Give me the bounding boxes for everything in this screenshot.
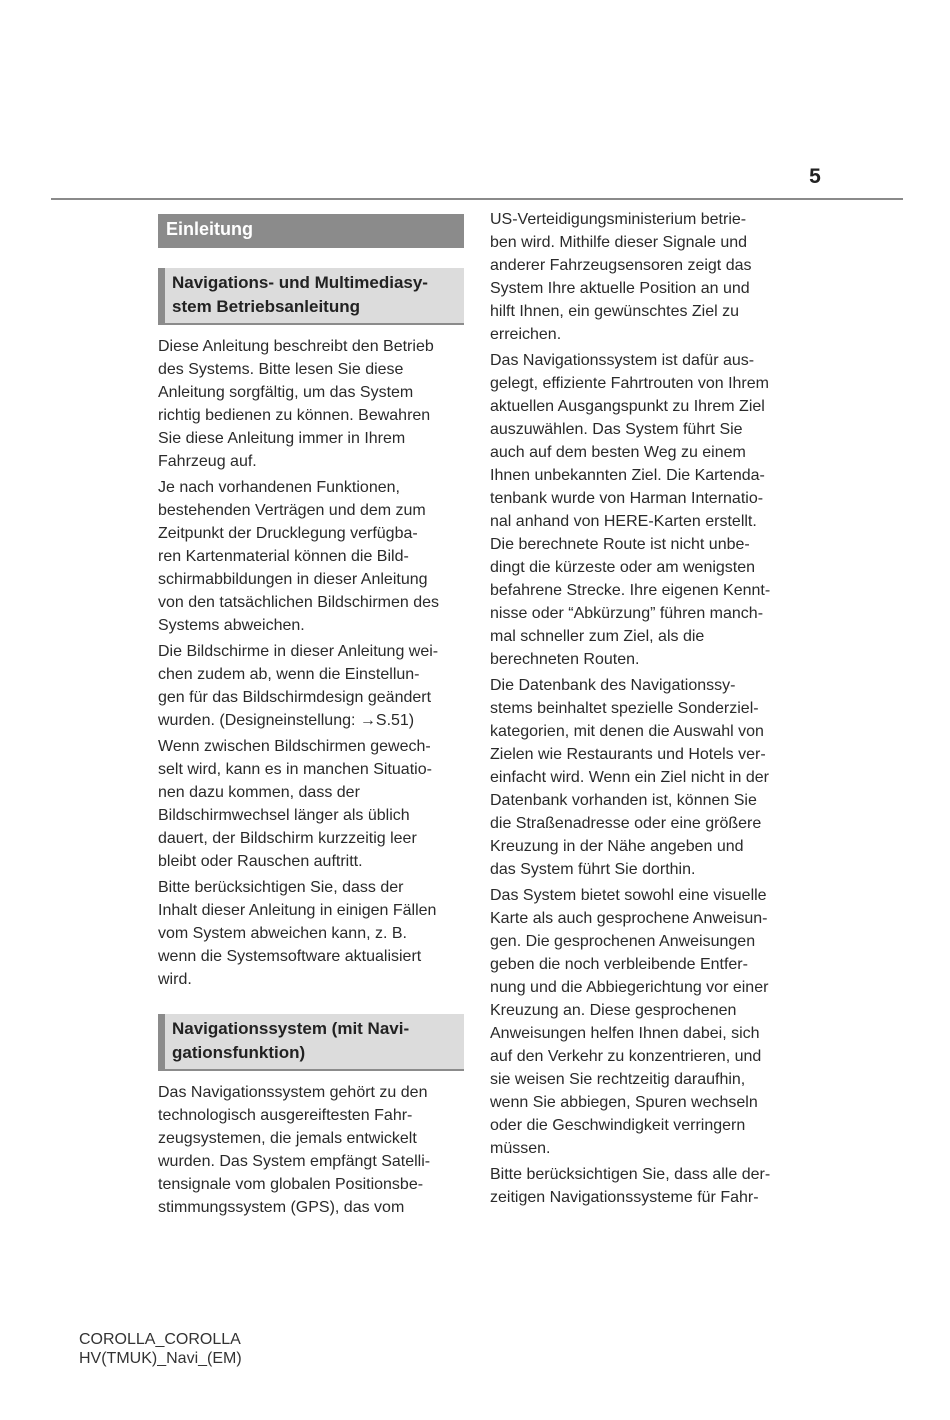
section-title-line: stem Betriebsanleitung (172, 297, 360, 316)
body-paragraph (158, 335, 464, 473)
text-line: Anweisungen helfen Ihnen dabei, sich (490, 1025, 760, 1042)
text-line: berechneten Routen. (490, 651, 640, 668)
text-line: des Systems. Bitte lesen Sie diese (158, 361, 404, 378)
text-line: US-Verteidigungsministerium betrie- (490, 211, 747, 228)
text-line: bleibt oder Rauschen auftritt. (158, 853, 363, 870)
text-line: Das Navigationssystem ist dafür aus- (490, 352, 755, 369)
section-body-navigation (158, 1081, 464, 1219)
chapter-title: Einleitung (158, 214, 464, 248)
body-paragraph (158, 735, 464, 873)
text-line: Die berechnete Route ist nicht unbe- (490, 536, 750, 553)
text-line: auf den Verkehr zu konzentrieren, und (490, 1048, 762, 1065)
text-line: Das System bietet sowohl eine visuelle (490, 887, 767, 904)
text-line: wurden. Das System empfängt Satelli- (158, 1153, 431, 1170)
text-line: Fahrzeug auf. (158, 453, 257, 470)
text-line: kategorien, mit denen die Auswahl von (490, 723, 764, 740)
text-line: nung und die Abbiegerichtung vor einer (490, 979, 769, 996)
text-line: Zeitpunkt der Drucklegung verfügba- (158, 525, 418, 542)
text-line: stems beinhaltet spezielle Sonderziel- (490, 700, 759, 717)
text-line: Kreuzung an. Diese gesprochenen (490, 1002, 737, 1019)
section-title-line: Navigations- und Multimediasy- (172, 273, 428, 292)
section-title (165, 268, 432, 323)
text-line: chen zudem ab, wenn die Einstellun- (158, 666, 420, 683)
body-paragraph (158, 476, 464, 637)
body-paragraph (490, 208, 796, 346)
text-line: Karte als auch gesprochene Anweisun- (490, 910, 768, 927)
body-paragraph (158, 640, 464, 732)
text-line: mal schneller zum Ziel, als die (490, 628, 705, 645)
text-line: selt wird, kann es in manchen Situatio- (158, 761, 432, 778)
text-line: Das Navigationssystem gehört zu den (158, 1084, 428, 1101)
text-line: befahrene Strecke. Ihre eigenen Kennt- (490, 582, 771, 599)
section-title-line: gationsfunktion) (172, 1043, 306, 1062)
text-line: gen. Die gesprochenen Anweisungen (490, 933, 756, 950)
text-line: Sie diese Anleitung immer in Ihrem (158, 430, 406, 447)
text-line: tenbank wurde von Harman Internatio- (490, 490, 764, 507)
text-line: System Ihre aktuelle Position an und (490, 280, 750, 297)
text-line: oder die Geschwindigkeit verringern (490, 1117, 746, 1134)
right-column (490, 208, 796, 1212)
text-line: das System führt Sie dorthin. (490, 861, 696, 878)
text-line: Die Datenbank des Navigationssy- (490, 677, 736, 694)
header-rule (51, 198, 903, 200)
text-line: wurden. (Designeinstellung: →S.51) (158, 712, 415, 729)
text-line: auszuwählen. Das System führt Sie (490, 421, 743, 438)
text-line: Datenbank vorhanden ist, können Sie (490, 792, 757, 809)
text-line: stimmungssystem (GPS), das vom (158, 1199, 405, 1216)
left-column (158, 214, 464, 1222)
text-line: Je nach vorhandenen Funktionen, (158, 479, 400, 496)
text-line: bestehenden Verträgen und dem zum (158, 502, 426, 519)
text-line: Diese Anleitung beschreibt den Betrieb (158, 338, 434, 355)
text-line: gelegt, effiziente Fahrtrouten von Ihrem (490, 375, 769, 392)
text-line: Ihnen unbekannten Ziel. Die Kartenda- (490, 467, 765, 484)
section-title-line: Navigationssystem (mit Navi- (172, 1019, 410, 1038)
text-line: hilft Ihnen, ein gewünschtes Ziel zu (490, 303, 740, 320)
section-title (165, 1014, 413, 1069)
text-line: schirmabbildungen in dieser Anleitung (158, 571, 428, 588)
text-line: technologisch ausgereiftesten Fahr- (158, 1107, 413, 1124)
footer-line: COROLLA_COROLLA (79, 1331, 241, 1348)
text-line: Inhalt dieser Anleitung in einigen Fällen (158, 902, 437, 919)
body-paragraph (490, 349, 796, 671)
section-body-manual (158, 335, 464, 991)
text-line: Bitte berücksichtigen Sie, dass der (158, 879, 404, 896)
text-line: Bitte berücksichtigen Sie, dass alle der- (490, 1166, 771, 1183)
text-line: wenn die Systemsoftware aktualisiert (158, 948, 422, 965)
text-line: vom System abweichen kann, z. B. (158, 925, 407, 942)
section-heading-manual (158, 268, 464, 325)
footer-line: HV(TMUK)_Navi_(EM) (79, 1350, 242, 1367)
footer-doc-id (79, 1330, 242, 1368)
text-line: nen dazu kommen, dass der (158, 784, 360, 801)
text-line: Wenn zwischen Bildschirmen gewech- (158, 738, 431, 755)
body-paragraph (490, 884, 796, 1160)
text-line: dauert, der Bildschirm kurzzeitig leer (158, 830, 417, 847)
text-line: die Straßenadresse oder eine größere (490, 815, 762, 832)
text-line: wird. (158, 971, 192, 988)
text-line: Die Bildschirme in dieser Anleitung wei- (158, 643, 439, 660)
body-paragraph (158, 1081, 464, 1219)
text-line: müssen. (490, 1140, 551, 1157)
right-column-body (490, 208, 796, 1209)
section-marker (158, 1014, 165, 1069)
text-line: ben wird. Mithilfe dieser Signale und (490, 234, 748, 251)
body-paragraph (158, 876, 464, 991)
text-line: einfacht wird. Wenn ein Ziel nicht in der (490, 769, 769, 786)
text-line: Anleitung sorgfältig, um das System (158, 384, 414, 401)
text-line: dingt die kürzeste oder am wenigsten (490, 559, 756, 576)
text-line: zeitigen Navigationssysteme für Fahr- (490, 1189, 759, 1206)
text-line: nal anhand von HERE-Karten erstellt. (490, 513, 757, 530)
text-line: Bildschirmwechsel länger als üblich (158, 807, 410, 824)
text-line: Systems abweichen. (158, 617, 305, 634)
text-line: wenn Sie abbiegen, Spuren wechseln (490, 1094, 758, 1111)
text-line: anderer Fahrzeugsensoren zeigt das (490, 257, 752, 274)
text-line: nisse oder “Abkürzung” führen manch- (490, 605, 764, 622)
text-line: tensignale vom globalen Positionsbe- (158, 1176, 424, 1193)
body-paragraph (490, 1163, 796, 1209)
text-line: ren Kartenmaterial können die Bild- (158, 548, 409, 565)
text-line: geben die noch verbleibende Entfer- (490, 956, 748, 973)
section-heading-navigation (158, 1014, 464, 1071)
text-line: aktuellen Ausgangspunkt zu Ihrem Ziel (490, 398, 765, 415)
text-line: zeugsystemen, die jemals entwickelt (158, 1130, 417, 1147)
text-line: sie weisen Sie rechtzeitig daraufhin, (490, 1071, 746, 1088)
text-line: auch auf dem besten Weg zu einem (490, 444, 746, 461)
text-line: richtig bedienen zu können. Bewahren (158, 407, 431, 424)
text-line: von den tatsächlichen Bildschirmen des (158, 594, 440, 611)
text-line: Kreuzung in der Nähe angeben und (490, 838, 744, 855)
body-paragraph (490, 674, 796, 881)
text-line: gen für das Bildschirmdesign geändert (158, 689, 432, 706)
text-line: Zielen wie Restaurants und Hotels ver- (490, 746, 766, 763)
text-line: erreichen. (490, 326, 562, 343)
section-marker (158, 268, 165, 323)
page-number: 5 (809, 165, 821, 188)
